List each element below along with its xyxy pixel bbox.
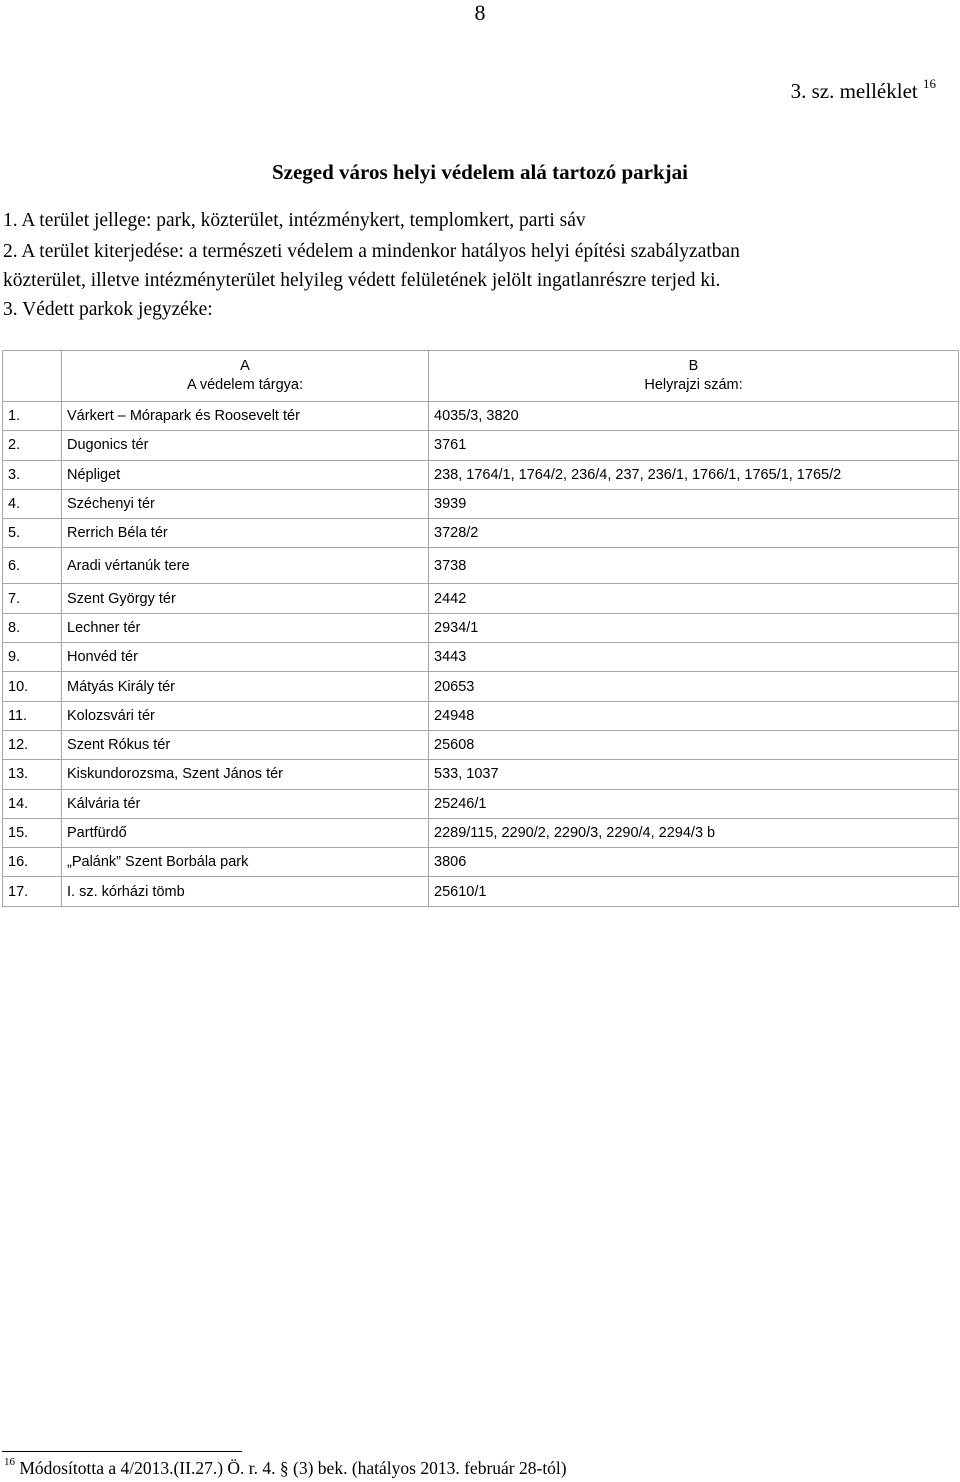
- park-name: Széchenyi tér: [62, 489, 429, 518]
- row-number: 6.: [3, 548, 62, 584]
- annex-text: 3. sz. melléklet: [790, 79, 918, 103]
- lot-number: 3806: [429, 848, 959, 877]
- table-row: [3, 584, 959, 613]
- park-name: Mátyás Király tér: [62, 672, 429, 701]
- annex-label: [791, 78, 936, 104]
- protected-parks-table: [2, 350, 959, 907]
- park-name: Dugonics tér: [62, 431, 429, 460]
- row-number: 13.: [3, 760, 62, 789]
- park-name: Várkert – Mórapark és Roosevelt tér: [62, 402, 429, 431]
- row-number: 14.: [3, 789, 62, 818]
- park-name: Szent Rókus tér: [62, 730, 429, 759]
- park-name: Partfürdő: [62, 818, 429, 847]
- row-number: 5.: [3, 519, 62, 548]
- col-b-title: Helyrajzi szám:: [644, 377, 743, 393]
- lot-number: 3728/2: [429, 519, 959, 548]
- lot-number: 25608: [429, 730, 959, 759]
- park-name: I. sz. kórházi tömb: [62, 877, 429, 906]
- row-number: 3.: [3, 460, 62, 489]
- table-row: [3, 789, 959, 818]
- park-name: Kolozsvári tér: [62, 701, 429, 730]
- park-name: Népliget: [62, 460, 429, 489]
- park-name: Lechner tér: [62, 613, 429, 642]
- page-number: 8: [474, 0, 486, 25]
- lot-number: 2442: [429, 584, 959, 613]
- park-name: „Palánk” Szent Borbála park: [62, 848, 429, 877]
- lot-number: 25246/1: [429, 789, 959, 818]
- document-title: Szeged város helyi védelem alá tartozó parkjai: [271, 160, 689, 184]
- table-row: [3, 848, 959, 877]
- lot-number: 533, 1037: [429, 760, 959, 789]
- lot-number: 238, 1764/1, 1764/2, 236/4, 237, 236/1, 1766/1, 1765/1, 1765/2: [429, 460, 959, 489]
- row-number: 12.: [3, 730, 62, 759]
- park-name: Honvéd tér: [62, 643, 429, 672]
- lot-number: 3443: [429, 643, 959, 672]
- row-number: 4.: [3, 489, 62, 518]
- lot-number: 2934/1: [429, 613, 959, 642]
- row-number: 1.: [3, 402, 62, 431]
- header-col-b: [429, 351, 959, 402]
- table-body: [3, 402, 959, 907]
- col-a-title: A védelem tárgya:: [186, 377, 304, 393]
- footnote-divider: [2, 1451, 242, 1452]
- row-number: 9.: [3, 643, 62, 672]
- table-row: [3, 643, 959, 672]
- table-header-row: [3, 351, 959, 402]
- row-number: 16.: [3, 848, 62, 877]
- header-col-a: [62, 351, 429, 402]
- footnote-text: Módosította a 4/2013.(II.27.) Ö. r. 4. § (3) bek. (hatályos 2013. február 28-tól): [15, 1458, 567, 1478]
- lot-number: 3761: [429, 431, 959, 460]
- col-b-letter: B: [688, 358, 699, 374]
- paragraph-extent: [3, 237, 740, 295]
- table-row: [3, 613, 959, 642]
- lot-number: 24948: [429, 701, 959, 730]
- paragraph-extent-line: 2. A terület kiterjedése: a természeti védelem a mindenkor hatályos helyi építési szabályzatban: [3, 241, 740, 262]
- row-number: 8.: [3, 613, 62, 642]
- col-a-letter: A: [240, 358, 250, 374]
- table-row: [3, 460, 959, 489]
- row-number: 15.: [3, 818, 62, 847]
- table-row: [3, 877, 959, 906]
- footnote: [4, 1458, 567, 1479]
- table-row: [3, 548, 959, 584]
- table-row: [3, 519, 959, 548]
- lot-number: 2289/115, 2290/2, 2290/3, 2290/4, 2294/3 b: [429, 818, 959, 847]
- paragraph-list-intro: 3. Védett parkok jegyzéke:: [3, 299, 213, 320]
- park-name: Aradi vértanúk tere: [62, 548, 429, 584]
- park-name: Rerrich Béla tér: [62, 519, 429, 548]
- lot-number: 4035/3, 3820: [429, 402, 959, 431]
- table-row: [3, 818, 959, 847]
- row-number: 2.: [3, 431, 62, 460]
- row-number: 10.: [3, 672, 62, 701]
- paragraph-character: 1. A terület jellege: park, közterület, intézménykert, templomkert, parti sáv: [3, 210, 586, 231]
- footnote-number: 16: [4, 1456, 15, 1469]
- lot-number: 3738: [429, 548, 959, 584]
- table-row: [3, 730, 959, 759]
- table-row: [3, 760, 959, 789]
- lot-number: 3939: [429, 489, 959, 518]
- table-row: [3, 431, 959, 460]
- park-name: Szent György tér: [62, 584, 429, 613]
- row-number: 7.: [3, 584, 62, 613]
- table-row: [3, 672, 959, 701]
- row-number: 17.: [3, 877, 62, 906]
- lot-number: 25610/1: [429, 877, 959, 906]
- footnote-ref[interactable]: 16: [923, 76, 936, 91]
- park-name: Kiskundorozsma, Szent János tér: [62, 760, 429, 789]
- table-row: [3, 489, 959, 518]
- park-name: Kálvária tér: [62, 789, 429, 818]
- table-row: [3, 402, 959, 431]
- table-row: [3, 701, 959, 730]
- paragraph-extent-line: közterület, illetve intézményterület helyileg védett felületének jelölt ingatlanrészre terjed ki.: [3, 270, 721, 291]
- row-number: 11.: [3, 701, 62, 730]
- lot-number: 20653: [429, 672, 959, 701]
- header-blank: [3, 351, 62, 402]
